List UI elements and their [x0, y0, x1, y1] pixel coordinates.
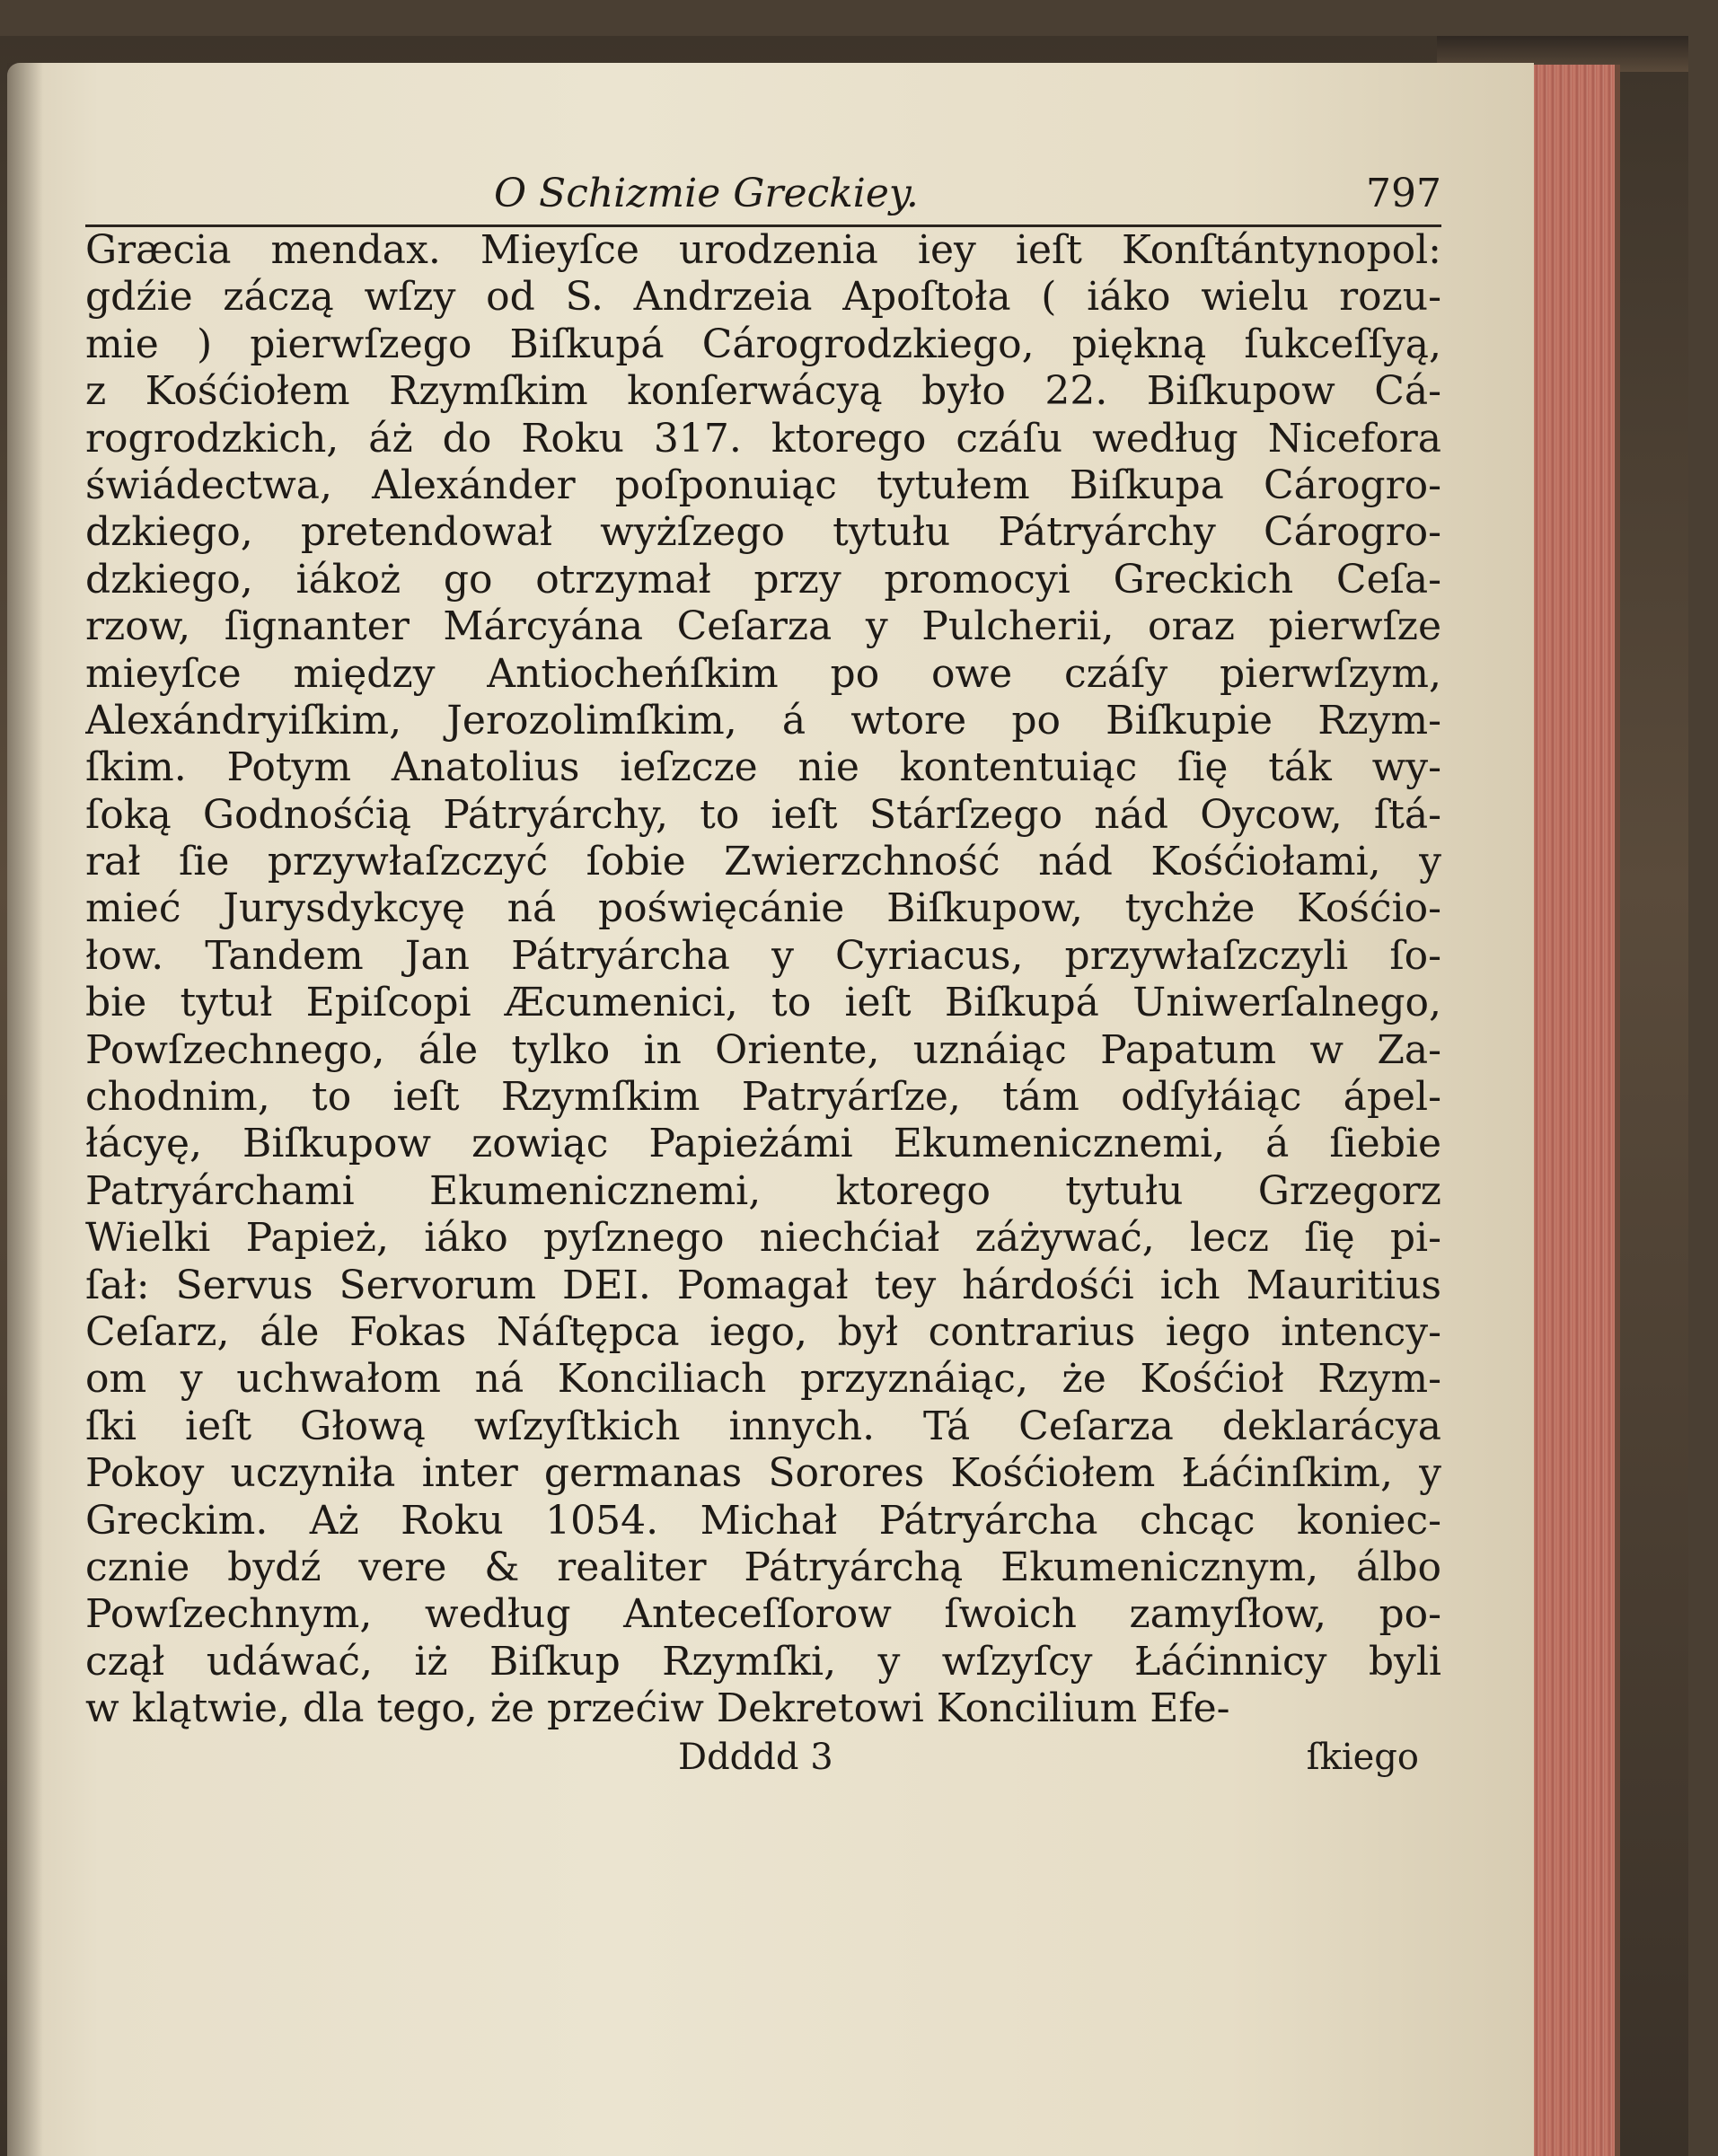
text-line: Powſzechnym, według Anteceſſorow ſwoich zamyſłow, po-: [85, 1591, 1441, 1638]
text-line: bie tytuł Epiſcopi Æcumenici, to ieſt Biſkupá Uniwerſalnego,: [85, 980, 1441, 1026]
text-line: rogrodzkich, áż do Roku 317. ktorego czáſu według Nicefora: [85, 415, 1441, 462]
text-block: [85, 171, 1441, 1787]
text-line: mie ) pierwſzego Biſkupá Cárogrodzkiego, piękną ſukceſſyą,: [85, 321, 1441, 367]
gutter-shadow: [7, 63, 43, 2156]
text-line: Alexándryiſkim, Jerozolimſkim, á wtore po Biſkupie Rzym-: [85, 697, 1441, 744]
text-line: łow. Tandem Jan Pátryárcha y Cyriacus, przywłaſzczyli ſo-: [85, 932, 1441, 979]
text-line: łácyę, Biſkupow zowiąc Papieżámi Ekumenicznemi, á ſiebie: [85, 1121, 1441, 1167]
text-line: rzow, ſignanter Márcyána Ceſarza y Pulcherii, oraz pierwſze: [85, 603, 1441, 650]
text-line: z Kośćiołem Rzymſkim konſerwácyą było 22. Biſkupow Cá-: [85, 368, 1441, 415]
text-line: ſał: Servus Servorum DEI. Pomagał tey hárdośći ich Mauritius: [85, 1262, 1441, 1308]
text-line: chodnim, to ieſt Rzymſkim Patryárſze, tám odſyłáiąc ápel-: [85, 1074, 1441, 1121]
running-title: O Schizmie Greckiey.: [494, 171, 919, 216]
text-line: Powſzechnego, ále tylko in Oriente, uznáiąc Papatum w Za-: [85, 1026, 1441, 1073]
text-line: Greckim. Aż Roku 1054. Michał Pátryárcha chcąc koniec-: [85, 1497, 1441, 1544]
text-line: rał ſie przywłaſzczyć ſobie Zwierzchność nád Kośćiołami, y: [85, 839, 1441, 885]
text-line: gdźie záczą wſzy od S. Andrzeia Apoſtoła ( iáko wielu rozu-: [85, 274, 1441, 321]
body-text: [85, 227, 1441, 1733]
page-number: 797: [1366, 171, 1441, 216]
text-line: dzkiego, pretendował wyżſzego tytułu Pátryárchy Cárogro-: [85, 509, 1441, 556]
text-line: cznie bydź vere & realiter Pátryárchą Ekumenicznym, álbo: [85, 1544, 1441, 1590]
text-line: świádectwa, Alexánder poſponuiąc tytułem Biſkupa Cárogro-: [85, 462, 1441, 508]
text-line: ſki ieſt Głową wſzyſtkich innych. Tá Ceſarza deklarácya: [85, 1403, 1441, 1449]
text-line: Græcia mendax. Mieyſce urodzenia iey ieſt Konſtántynopol:: [85, 227, 1441, 273]
catchword: ſkiego: [1306, 1736, 1419, 1778]
text-line: Patryárchami Ekumenicznemi, ktorego tytułu Grzegorz: [85, 1167, 1441, 1214]
text-line: Wielki Papież, iáko pyſznego niechćiał záżywać, lecz ſię pi-: [85, 1215, 1441, 1262]
text-line: mieć Jurysdykcyę ná poświęcánie Biſkupow, tychże Kośćio-: [85, 885, 1441, 932]
text-line: Pokoy uczyniła inter germanas Sorores Kośćiołem Łáćinſkim, y: [85, 1450, 1441, 1497]
signature-mark: Ddddd 3: [678, 1736, 833, 1778]
page-footer: [85, 1733, 1441, 1787]
text-line: Ceſarz, ále Fokas Náſtępca iego, był contrarius iego intency-: [85, 1308, 1441, 1355]
page-header: [85, 171, 1441, 227]
text-line: dzkiego, iákoż go otrzymał przy promocyi Greckich Ceſa-: [85, 556, 1441, 603]
text-line: ſoką Godnośćią Pátryárchy, to ieſt Stárſzego nád Oycow, ſtá-: [85, 791, 1441, 838]
text-line: om y uchwałom ná Konciliach przyznáiąc, że Kośćioł Rzym-: [85, 1356, 1441, 1403]
text-line: ſkim. Potym Anatolius ieſzcze nie kontentuiąc ſię ták wy-: [85, 744, 1441, 791]
text-line: mieyſce między Antiocheńſkim po owe czáſy pierwſzym,: [85, 650, 1441, 697]
text-line: czął udáwać, iż Biſkup Rzymſki, y wſzyſcy Łáćinnicy byli: [85, 1638, 1441, 1685]
text-line: w klątwie, dla tego, że przećiw Dekretowi Koncilium Efe-: [85, 1685, 1230, 1732]
